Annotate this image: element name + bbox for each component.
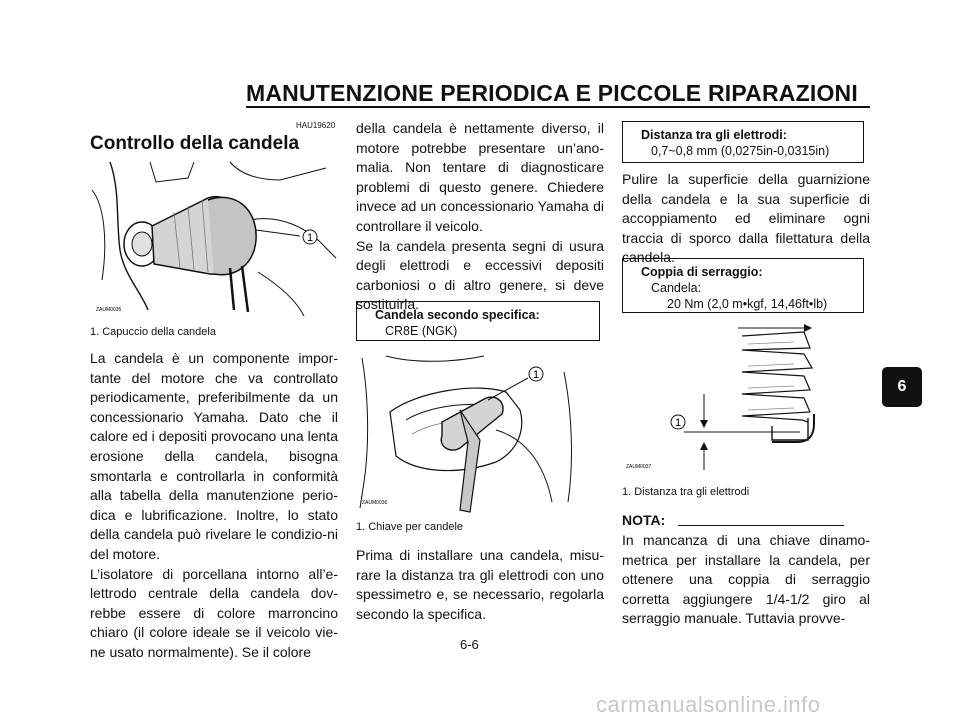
electrode-gap-illustration (622, 318, 870, 472)
spec-box-torque (622, 258, 864, 313)
nota-text (622, 531, 870, 629)
figure-caption-gap: 1. Distanza tra gli elettrodi (622, 486, 750, 498)
page-header-title: MANUTENZIONE PERIODICA E PICCOLE RIPARAZIONI (246, 80, 858, 106)
header-rule (246, 106, 870, 108)
column-1-text (90, 349, 338, 663)
figure-caption-wrench: 1. Chiave per candele (356, 521, 464, 533)
paragraph: In mancanza di una chiave dinamo-metrica per installare la candela, per ottenere una coppia di serraggio corretta aggiungere 1/4-1/2 giro al serraggio manuale. Tuttavia provve- (622, 532, 870, 627)
figure-caption-cap: 1. Capuccio della candela (90, 326, 216, 338)
column-2-text-bottom (356, 546, 604, 624)
doc-code: HAU19620 (296, 121, 336, 130)
spec-box-plug (356, 301, 600, 341)
paragraph: Prima di installare una candela, misu-rare la distanza tra gli elettrodi con uno spessimetro e, se necessario, regolarla secondo la specifica. (356, 547, 604, 622)
paragraph: Se la candela presenta segni di usura degli elettrodi e eccessivi depositi carboniosi o di altro genere, si deve sostituirla. (356, 237, 604, 313)
figure-code: ZAUM0037 (626, 464, 652, 470)
page-number: 6-6 (460, 637, 479, 652)
figure-code: ZAUM0035 (96, 307, 122, 313)
column-3-text (622, 170, 870, 268)
spec-sub: Candela: (651, 281, 702, 295)
figure-callout: 1 (532, 369, 540, 381)
figure-code: ZAUM0036 (362, 500, 388, 506)
paragraph: La candela è un componente impor-tante del motore che va controllato periodicamente, preferibilmente da un concessionario Yamaha. Dato che il calore ed i depositi provocano una lenta erosione della candela, bisogna smontarla e controllarla in conformità alla tabella della manutenzione perio-dica e lubrificazione. Inoltre, lo stato della candela può rivelare le condizio-ni del motore. (90, 350, 338, 562)
figure-callout: 1 (674, 417, 682, 429)
column-2-text-top (356, 119, 604, 315)
spec-box-gap (622, 121, 864, 163)
spec-title: Coppia di serraggio: (641, 265, 763, 279)
spec-value: 0,7~0,8 mm (0,0275in-0,0315in) (651, 144, 830, 158)
spec-value: 20 Nm (2,0 m•kgf, 14,46ft•lb) (667, 297, 828, 311)
spark-plug-cap-illustration (90, 160, 340, 318)
watermark: carmanualsonline.info (596, 692, 821, 717)
nota-label: NOTA: (622, 512, 666, 528)
paragraph: Pulire la superficie della guarnizione della candela e la sua superficie di accoppiamento ed eliminare ogni traccia di sporco dalla filettatura della candela. (622, 171, 870, 266)
spark-plug-wrench-illustration (356, 352, 604, 514)
paragraph: L’isolatore di porcellana intorno all’e-lettrodo centrale della candela dov-rebbe essere di colore marroncino chiaro (il colore ideale se il veicolo vie-ne usato normalmente). Se il colore (90, 565, 338, 660)
spec-value: CR8E (NGK) (385, 324, 458, 338)
chapter-tab: 6 (882, 367, 922, 407)
spec-title: Candela secondo specifica: (375, 308, 540, 322)
paragraph: della candela è nettamente diverso, il motore potrebbe presentare un’ano-malia. Non tentare di diagnosticare problemi di questo genere. Chiedere invece ad un concessionario Yamaha di controllare il veicolo. (356, 120, 604, 234)
spec-title: Distanza tra gli elettrodi: (641, 128, 787, 142)
nota-rule (678, 525, 844, 526)
figure-callout: 1 (306, 232, 314, 244)
section-title: Controllo della candela (90, 133, 300, 154)
